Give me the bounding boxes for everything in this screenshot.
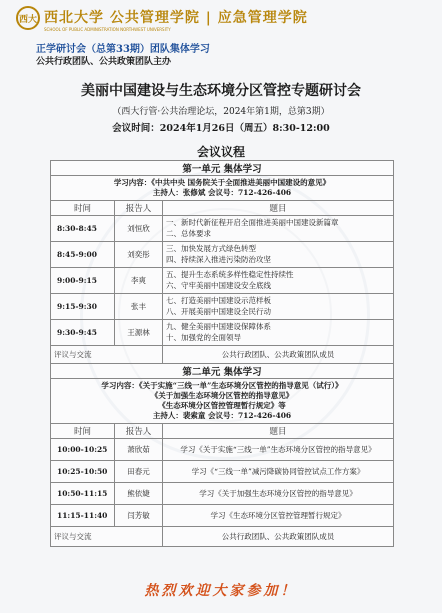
table-row (51, 216, 394, 242)
row-reporter: 刘奕彤 (115, 242, 163, 268)
col-header-topic: 题目 (163, 201, 394, 216)
page-title: 美丽中国建设与生态环境分区管控专题研讨会 (81, 83, 361, 99)
topic-line: 三、加快发展方式绿色转型 (166, 244, 256, 253)
col-header-time: 时间 (51, 424, 115, 439)
welcome-banner: 热烈欢迎大家参加！ (144, 583, 298, 599)
table-row (51, 268, 394, 294)
row-reporter: 李爽 (115, 268, 163, 294)
page-subtitle: （西大行管·公共治理论坛，2024年第1期，总第3期） (112, 107, 330, 117)
unit2-study-content: 学习内容：《关于实施“三线一单”生态环境分区管控的指导意见（试行）》 (101, 381, 343, 390)
unit2-host: 主持人：裴索童 会议号：712-426-406 (152, 411, 292, 420)
topic-line: 六、守牢美丽中国建设安全底线 (166, 280, 271, 290)
unit1-study-content: 学习内容：《中共中央 国务院关于全面推进美丽中国建设的意见》 (113, 178, 331, 187)
table-row (51, 320, 394, 346)
school-name: 西北大学 公共管理学院 | 应急管理学院 (44, 10, 308, 26)
unit1-host: 主持人：张修斌 会议号：712-426-406 (152, 188, 292, 197)
col-header-topic: 题目 (163, 424, 394, 439)
row-reporter: 田春元 (115, 461, 163, 483)
table-row (51, 439, 394, 461)
topic-line: 十、加强党的全面领导 (166, 332, 241, 342)
agenda-title: 会议议程 (196, 145, 245, 159)
row-topic: 学习《关于加强生态环境分区管控的指导意见》 (163, 483, 394, 505)
review-value: 公共行政团队、公共政策团队成员 (163, 346, 394, 364)
meeting-time: 会议时间：2024年1月26日（周五）8:30-12:00 (112, 123, 330, 134)
unit2-title: 第二单元 集体学习 (51, 364, 394, 379)
row-time: 9:30-9:45 (51, 320, 115, 346)
row-reporter: 熊依婕 (115, 483, 163, 505)
unit1-title: 第一单元 集体学习 (51, 161, 394, 176)
table-row (51, 505, 394, 527)
row-topic (163, 320, 394, 346)
row-time: 8:30-8:45 (51, 216, 115, 242)
meeting-series: 正学研讨会（总第33期）团队集体学习 (36, 44, 210, 55)
row-topic (163, 268, 394, 294)
row-reporter: 萧欣茹 (115, 439, 163, 461)
topic-line: 五、提升生态系统多样性稳定性持续性 (166, 270, 294, 279)
agenda-table (50, 160, 394, 547)
unit2-content (51, 379, 394, 424)
school-name-en: SCHOOL OF PUBLIC ADMINISTRATION NORTHWEST UNIVERSITY (44, 27, 171, 32)
row-time: 10:00-10:25 (51, 439, 115, 461)
review-label: 评议与交流 (51, 346, 163, 364)
review-value: 公共行政团队、公共政策团队成员 (163, 527, 394, 547)
table-row (51, 294, 394, 320)
row-reporter: 闫芳敏 (115, 505, 163, 527)
row-time: 11:15-11:40 (51, 505, 115, 527)
col-header-time: 时间 (51, 201, 115, 216)
unit1-content (51, 176, 394, 201)
row-topic (163, 216, 394, 242)
row-reporter: 张丰 (115, 294, 163, 320)
row-time: 10:25-10:50 (51, 461, 115, 483)
row-topic (163, 242, 394, 268)
row-reporter: 王源林 (115, 320, 163, 346)
table-row (51, 461, 394, 483)
col-header-reporter: 报告人 (115, 424, 163, 439)
row-topic (163, 294, 394, 320)
organizers: 公共行政团队、公共政策团队主办 (36, 57, 172, 67)
row-topic: 学习《关于实施“三线一单”生态环境分区管控的指导意见》 (163, 439, 394, 461)
row-time: 9:15-9:30 (51, 294, 115, 320)
topic-line: 二、总体要求 (166, 228, 211, 238)
header (0, 0, 442, 67)
row-time: 10:50-11:15 (51, 483, 115, 505)
row-topic: 学习《“三线一单”减污降碳协同管控试点工作方案》 (163, 461, 394, 483)
topic-line: 四、持续深入推进污染防治攻坚 (166, 254, 271, 264)
table-row (51, 242, 394, 268)
topic-line: 七、打造美丽中国建设示范样板 (166, 296, 271, 305)
row-time: 9:00-9:15 (51, 268, 115, 294)
topic-line: 九、健全美丽中国建设保障体系 (166, 322, 271, 331)
topic-line: 一、新时代新征程开启全面推进美丽中国建设新篇章 (166, 218, 339, 227)
row-reporter: 刘恒欣 (115, 216, 163, 242)
table-row (51, 483, 394, 505)
topic-line: 八、开展美丽中国建设全民行动 (166, 306, 271, 316)
row-time: 8:45-9:00 (51, 242, 115, 268)
unit2-study-content: 《关于加强生态环境分区管控的指导意见》 (150, 391, 294, 400)
row-topic: 学习《生态环境分区管控管理暂行规定》 (163, 505, 394, 527)
col-header-reporter: 报告人 (115, 201, 163, 216)
university-seal-icon: 西大 (16, 6, 40, 30)
unit2-study-content: 《生态环境分区管控管理暂行规定》等 (158, 401, 286, 410)
review-label: 评议与交流 (51, 527, 163, 547)
